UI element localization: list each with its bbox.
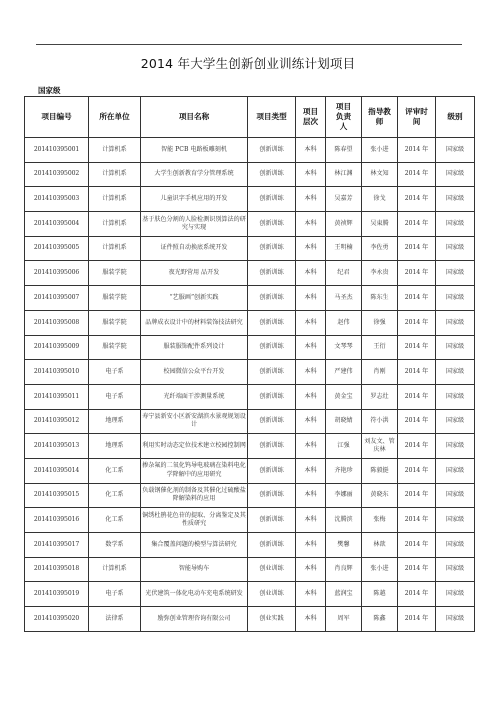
cell-advisor: 刘友文、管庆林 bbox=[362, 434, 398, 459]
cell-leader: 齐艳珍 bbox=[326, 458, 362, 483]
cell-project-id: 201410395019 bbox=[25, 582, 89, 607]
cell-leader: 胡晓婧 bbox=[326, 409, 362, 434]
table-row bbox=[25, 138, 475, 163]
cell-review-year: 2014 年 bbox=[398, 483, 436, 508]
cell-project-id: 201410395014 bbox=[25, 458, 89, 483]
cell-unit: 服装学院 bbox=[89, 286, 141, 311]
cell-leader: 肖良辉 bbox=[326, 557, 362, 582]
col-header-unit: 所在单位 bbox=[89, 97, 141, 138]
cell-level: 本科 bbox=[296, 261, 326, 286]
cell-advisor: 李佐勇 bbox=[362, 236, 398, 261]
cell-leader: 江强 bbox=[326, 434, 362, 459]
table-row bbox=[25, 508, 475, 533]
cell-level: 本科 bbox=[296, 384, 326, 409]
cell-project-type: 创新训练 bbox=[248, 458, 296, 483]
cell-project-id: 201410395007 bbox=[25, 286, 89, 311]
cell-advisor: 陈鑫 bbox=[362, 607, 398, 632]
cell-level: 本科 bbox=[296, 236, 326, 261]
cell-unit: 数学系 bbox=[89, 533, 141, 558]
cell-leader: 蓝润宝 bbox=[326, 582, 362, 607]
table-row bbox=[25, 434, 475, 459]
cell-advisor: 吴東腾 bbox=[362, 212, 398, 237]
cell-project-name: 服装服饰配件系列设计 bbox=[141, 335, 248, 360]
cell-unit: 电子系 bbox=[89, 384, 141, 409]
cell-review-year: 2014 年 bbox=[398, 138, 436, 163]
cell-project-name: 证件照自动换底系统开发 bbox=[141, 236, 248, 261]
cell-project-id: 201410395009 bbox=[25, 335, 89, 360]
table-row bbox=[25, 162, 475, 187]
cell-project-id: 201410395012 bbox=[25, 409, 89, 434]
cell-level: 本科 bbox=[296, 409, 326, 434]
cell-leader: 黄金宝 bbox=[326, 384, 362, 409]
cell-project-type: 创新训练 bbox=[248, 236, 296, 261]
cell-project-id: 201410395017 bbox=[25, 533, 89, 558]
cell-project-type: 创新训练 bbox=[248, 310, 296, 335]
cell-review-year: 2014 年 bbox=[398, 533, 436, 558]
cell-project-type: 创新训练 bbox=[248, 360, 296, 385]
cell-project-name: 掺杂氟的二氧化钨导电玻璃在染料电化学降解中的应用研究 bbox=[141, 458, 248, 483]
cell-unit: 电子系 bbox=[89, 360, 141, 385]
cell-grade: 国家级 bbox=[436, 384, 475, 409]
cell-project-id: 201410395013 bbox=[25, 434, 89, 459]
cell-level: 本科 bbox=[296, 138, 326, 163]
cell-project-type: 创业实践 bbox=[248, 607, 296, 632]
cell-level: 本科 bbox=[296, 458, 326, 483]
cell-unit: 服装学院 bbox=[89, 310, 141, 335]
cell-advisor: 李永贵 bbox=[362, 261, 398, 286]
cell-project-type: 创新训练 bbox=[248, 212, 296, 237]
cell-leader: 樊馨 bbox=[326, 533, 362, 558]
cell-level: 本科 bbox=[296, 286, 326, 311]
cell-unit: 服装学院 bbox=[89, 335, 141, 360]
cell-project-id: 201410395016 bbox=[25, 508, 89, 533]
cell-leader: 严建伟 bbox=[326, 360, 362, 385]
cell-project-type: 创新训练 bbox=[248, 508, 296, 533]
cell-advisor: 林文知 bbox=[362, 162, 398, 187]
cell-level: 本科 bbox=[296, 434, 326, 459]
cell-project-name: 校园微信公众平台开发 bbox=[141, 360, 248, 385]
cell-unit: 化工系 bbox=[89, 508, 141, 533]
cell-review-year: 2014 年 bbox=[398, 212, 436, 237]
cell-advisor: 张小进 bbox=[362, 138, 398, 163]
cell-review-year: 2014 年 bbox=[398, 236, 436, 261]
cell-advisor: 张梅 bbox=[362, 508, 398, 533]
cell-leader: 李娜丽 bbox=[326, 483, 362, 508]
cell-review-year: 2014 年 bbox=[398, 310, 436, 335]
cell-unit: 地理系 bbox=[89, 409, 141, 434]
cell-unit: 计算机系 bbox=[89, 212, 141, 237]
cell-project-name: 智能导购车 bbox=[141, 557, 248, 582]
cell-review-year: 2014 年 bbox=[398, 162, 436, 187]
table-row bbox=[25, 557, 475, 582]
cell-project-id: 201410395006 bbox=[25, 261, 89, 286]
cell-leader: 沈腾滨 bbox=[326, 508, 362, 533]
cell-advisor: 肖刚 bbox=[362, 360, 398, 385]
cell-advisor: 张小进 bbox=[362, 557, 398, 582]
cell-grade: 国家级 bbox=[436, 187, 475, 212]
cell-advisor: 陈毅挺 bbox=[362, 458, 398, 483]
col-header-id: 项目编号 bbox=[25, 97, 89, 138]
cell-grade: 国家级 bbox=[436, 607, 475, 632]
cell-grade: 国家级 bbox=[436, 508, 475, 533]
cell-advisor: 徐强 bbox=[362, 310, 398, 335]
cell-grade: 国家级 bbox=[436, 582, 475, 607]
cell-level: 本科 bbox=[296, 360, 326, 385]
col-header-grade: 级别 bbox=[436, 97, 475, 138]
cell-unit: 服装学院 bbox=[89, 261, 141, 286]
cell-review-year: 2014 年 bbox=[398, 557, 436, 582]
col-header-year: 评审时间 bbox=[398, 97, 436, 138]
cell-project-type: 创新训练 bbox=[248, 409, 296, 434]
cell-unit: 计算机系 bbox=[89, 236, 141, 261]
cell-unit: 地理系 bbox=[89, 434, 141, 459]
cell-project-name: 励弥创业管理咨询有限公司 bbox=[141, 607, 248, 632]
cell-review-year: 2014 年 bbox=[398, 360, 436, 385]
table-row bbox=[25, 187, 475, 212]
cell-review-year: 2014 年 bbox=[398, 409, 436, 434]
cell-project-id: 201410395020 bbox=[25, 607, 89, 632]
cell-review-year: 2014 年 bbox=[398, 261, 436, 286]
project-table bbox=[24, 96, 475, 632]
cell-project-name: 智能 PCB 电路板雕刻机 bbox=[141, 138, 248, 163]
table-row bbox=[25, 533, 475, 558]
cell-grade: 国家级 bbox=[436, 335, 475, 360]
cell-project-id: 201410395008 bbox=[25, 310, 89, 335]
cell-project-name: 铜绣杜鹃花色苷的提取、分离鉴定及其性质研究 bbox=[141, 508, 248, 533]
cell-unit: 法律系 bbox=[89, 607, 141, 632]
cell-unit: 化工系 bbox=[89, 458, 141, 483]
cell-project-type: 创新训练 bbox=[248, 162, 296, 187]
cell-advisor: 王衍 bbox=[362, 335, 398, 360]
section-label: 国家级 bbox=[38, 86, 61, 95]
cell-review-year: 2014 年 bbox=[398, 335, 436, 360]
cell-unit: 计算机系 bbox=[89, 138, 141, 163]
cell-grade: 国家级 bbox=[436, 434, 475, 459]
cell-level: 本科 bbox=[296, 607, 326, 632]
cell-grade: 国家级 bbox=[436, 458, 475, 483]
cell-project-id: 201410395005 bbox=[25, 236, 89, 261]
cell-level: 本科 bbox=[296, 533, 326, 558]
cell-leader: 王明楠 bbox=[326, 236, 362, 261]
cell-level: 本科 bbox=[296, 508, 326, 533]
table-row bbox=[25, 286, 475, 311]
cell-grade: 国家级 bbox=[436, 360, 475, 385]
cell-grade: 国家级 bbox=[436, 236, 475, 261]
cell-project-name: 儿童识字手机应用的开发 bbox=[141, 187, 248, 212]
cell-review-year: 2014 年 bbox=[398, 607, 436, 632]
cell-project-name: 负载钢催化剂的制备及其催化过硫酸盐降解染料的应用 bbox=[141, 483, 248, 508]
cell-grade: 国家级 bbox=[436, 483, 475, 508]
cell-project-name: 光纤端面干涉测量系统 bbox=[141, 384, 248, 409]
cell-project-id: 201410395003 bbox=[25, 187, 89, 212]
cell-project-name: 寿宁县新安小区新安湖滨水景观规划设计 bbox=[141, 409, 248, 434]
cell-level: 本科 bbox=[296, 557, 326, 582]
table-row bbox=[25, 261, 475, 286]
cell-review-year: 2014 年 bbox=[398, 582, 436, 607]
cell-level: 本科 bbox=[296, 582, 326, 607]
table-row bbox=[25, 409, 475, 434]
cell-project-name: 利用实时动态定位技术建立校园控制网 bbox=[141, 434, 248, 459]
cell-project-type: 创新训练 bbox=[248, 483, 296, 508]
table-row bbox=[25, 310, 475, 335]
cell-level: 本科 bbox=[296, 483, 326, 508]
cell-project-id: 201410395004 bbox=[25, 212, 89, 237]
cell-review-year: 2014 年 bbox=[398, 508, 436, 533]
cell-grade: 国家级 bbox=[436, 212, 475, 237]
cell-project-type: 创业训练 bbox=[248, 582, 296, 607]
cell-advisor: 符小洪 bbox=[362, 409, 398, 434]
cell-review-year: 2014 年 bbox=[398, 384, 436, 409]
cell-leader: 周军 bbox=[326, 607, 362, 632]
cell-unit: 计算机系 bbox=[89, 557, 141, 582]
cell-review-year: 2014 年 bbox=[398, 458, 436, 483]
cell-advisor: 黄晓东 bbox=[362, 483, 398, 508]
cell-project-name: 光伏建筑一体化电动车充电系统研发 bbox=[141, 582, 248, 607]
cell-review-year: 2014 年 bbox=[398, 434, 436, 459]
cell-project-id: 201410395010 bbox=[25, 360, 89, 385]
cell-project-name: 品牌成衣设计中的材料装饰技法研究 bbox=[141, 310, 248, 335]
cell-project-name: 夜光野营用 品开发 bbox=[141, 261, 248, 286]
cell-grade: 国家级 bbox=[436, 261, 475, 286]
col-header-type: 项目类型 bbox=[248, 97, 296, 138]
cell-project-name: 集合覆盖问题的模型与算法研究 bbox=[141, 533, 248, 558]
cell-leader: 赵伟 bbox=[326, 310, 362, 335]
cell-advisor: 徐戈 bbox=[362, 187, 398, 212]
table-row bbox=[25, 335, 475, 360]
table-row bbox=[25, 212, 475, 237]
cell-project-type: 创新训练 bbox=[248, 384, 296, 409]
cell-level: 本科 bbox=[296, 162, 326, 187]
cell-grade: 国家级 bbox=[436, 162, 475, 187]
cell-grade: 国家级 bbox=[436, 310, 475, 335]
cell-unit: 电子系 bbox=[89, 582, 141, 607]
cell-project-type: 创新训练 bbox=[248, 286, 296, 311]
cell-leader: 吴嘉芳 bbox=[326, 187, 362, 212]
cell-project-type: 创新训练 bbox=[248, 138, 296, 163]
cell-project-type: 创新训练 bbox=[248, 261, 296, 286]
cell-grade: 国家级 bbox=[436, 533, 475, 558]
cell-project-type: 创业训练 bbox=[248, 557, 296, 582]
col-header-leader: 项目负责人 bbox=[326, 97, 362, 138]
table-row bbox=[25, 360, 475, 385]
cell-leader: 林江渊 bbox=[326, 162, 362, 187]
table-row bbox=[25, 384, 475, 409]
cell-unit: 计算机系 bbox=[89, 187, 141, 212]
cell-level: 本科 bbox=[296, 187, 326, 212]
cell-project-name: 大学生创新教育学分管理系统 bbox=[141, 162, 248, 187]
cell-project-name: “艺服画”创新实践 bbox=[141, 286, 248, 311]
cell-advisor: 罗志灶 bbox=[362, 384, 398, 409]
col-header-advisor: 指导教师 bbox=[362, 97, 398, 138]
cell-project-id: 201410395018 bbox=[25, 557, 89, 582]
cell-leader: 纪君 bbox=[326, 261, 362, 286]
cell-project-id: 201410395002 bbox=[25, 162, 89, 187]
top-rule bbox=[36, 44, 462, 45]
cell-project-type: 创新训练 bbox=[248, 187, 296, 212]
page-title: 2014 年大学生创新创业训练计划项目 bbox=[140, 56, 356, 71]
cell-level: 本科 bbox=[296, 335, 326, 360]
cell-leader: 陈春望 bbox=[326, 138, 362, 163]
cell-advisor: 陈东生 bbox=[362, 286, 398, 311]
cell-project-type: 创新训练 bbox=[248, 434, 296, 459]
table-row bbox=[25, 582, 475, 607]
cell-grade: 国家级 bbox=[436, 557, 475, 582]
cell-grade: 国家级 bbox=[436, 286, 475, 311]
cell-unit: 化工系 bbox=[89, 483, 141, 508]
cell-review-year: 2014 年 bbox=[398, 187, 436, 212]
cell-project-id: 201410395015 bbox=[25, 483, 89, 508]
cell-level: 本科 bbox=[296, 212, 326, 237]
cell-project-type: 创新训练 bbox=[248, 533, 296, 558]
table-header-row bbox=[25, 97, 475, 138]
cell-project-type: 创新训练 bbox=[248, 335, 296, 360]
cell-grade: 国家级 bbox=[436, 138, 475, 163]
cell-advisor: 林歆 bbox=[362, 533, 398, 558]
cell-project-id: 201410395011 bbox=[25, 384, 89, 409]
cell-review-year: 2014 年 bbox=[398, 286, 436, 311]
col-header-name: 项目名称 bbox=[141, 97, 248, 138]
cell-leader: 马圣杰 bbox=[326, 286, 362, 311]
cell-level: 本科 bbox=[296, 310, 326, 335]
table-row bbox=[25, 458, 475, 483]
cell-leader: 文琴琴 bbox=[326, 335, 362, 360]
table-row bbox=[25, 607, 475, 632]
cell-advisor: 陈越 bbox=[362, 582, 398, 607]
col-header-level: 项目层次 bbox=[296, 97, 326, 138]
cell-grade: 国家级 bbox=[436, 409, 475, 434]
cell-unit: 计算机系 bbox=[89, 162, 141, 187]
table-row bbox=[25, 483, 475, 508]
table-row bbox=[25, 236, 475, 261]
cell-project-id: 201410395001 bbox=[25, 138, 89, 163]
cell-project-name: 基于肤色分割的人脸检测识别算法的研究与实现 bbox=[141, 212, 248, 237]
cell-leader: 黄祯辉 bbox=[326, 212, 362, 237]
